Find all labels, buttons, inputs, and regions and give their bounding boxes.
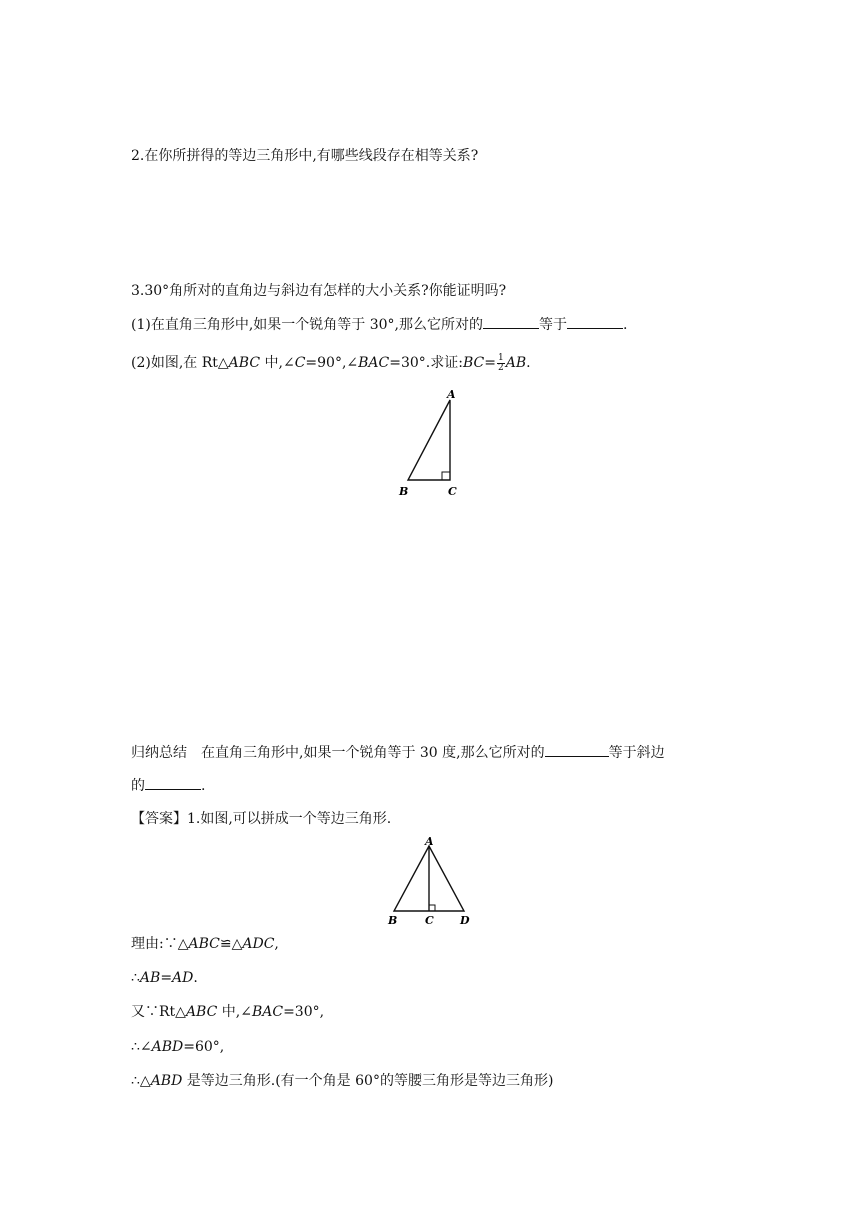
blank-4[interactable]	[145, 775, 201, 790]
summary-line-2	[131, 775, 205, 796]
blank-1[interactable]	[483, 314, 539, 329]
label-c: C	[425, 914, 434, 927]
reason-prefix: ∴△	[131, 1073, 151, 1089]
part2-ab: AB	[505, 355, 527, 371]
question-2: 2.在你所拼得的等边三角形中,有哪些线段存在相等关系?	[131, 148, 479, 164]
label-b: B	[399, 485, 409, 498]
reason-cong: ≌△	[219, 936, 243, 952]
reason-end: 是等边三角形.(有一个角是 60°的等腰三角形是等边三角形)	[182, 1073, 554, 1089]
reason-end: =60°,	[183, 1039, 225, 1055]
reason-prefix: ∴	[131, 970, 140, 986]
right-angle-mark	[429, 905, 435, 911]
part2-bac: BAC	[358, 355, 390, 371]
answer-text: 1.如图,可以拼成一个等边三角形.	[187, 811, 392, 827]
part2-abc: ABC	[228, 355, 261, 371]
part1-text: (1)在直角三角形中,如果一个锐角等于 30°,那么它所对的	[131, 317, 483, 333]
label-a: A	[425, 836, 434, 848]
part2-mid3: =30°.求证:	[389, 355, 463, 371]
part2-eq: =	[484, 355, 496, 371]
part2-mid1: 中,∠	[260, 355, 295, 371]
reason-end: .	[193, 970, 198, 986]
label-d: D	[460, 914, 470, 927]
reason-abc: ABC	[185, 1004, 218, 1020]
summary-heading: 归纳总结	[131, 745, 187, 761]
reason-bac: BAC	[251, 1004, 284, 1020]
label-c: C	[448, 485, 457, 498]
answer-line	[131, 809, 391, 829]
fraction-half	[497, 354, 505, 373]
blank-3[interactable]	[545, 742, 609, 757]
reason-line-3	[131, 1002, 324, 1022]
triangle-abc	[408, 400, 450, 480]
reason-line-2	[131, 968, 198, 988]
reason-expr: AB=AD	[139, 970, 194, 986]
summary-line2-end: .	[201, 778, 206, 794]
reason-abc: ABC	[188, 936, 220, 952]
part1-middle: 等于	[539, 317, 567, 333]
question-3-part-1	[131, 314, 627, 335]
question-3-title: 3.30°角所对的直角边与斜边有怎样的大小关系?你能证明吗?	[131, 283, 507, 299]
right-triangle-figure	[390, 384, 470, 500]
reason-prefix: ∴∠	[131, 1039, 152, 1055]
fraction-denominator: 2	[497, 362, 504, 373]
reason-abd: ABD	[151, 1039, 184, 1055]
equilateral-triangle-figure	[380, 836, 480, 930]
reason-prefix: 理由:∵△	[131, 936, 189, 952]
part2-bc: BC	[462, 355, 485, 371]
summary-line-1	[131, 742, 665, 763]
part2-prefix: (2)如图,在 Rt△	[131, 355, 229, 371]
reason-abd: ABD	[150, 1073, 183, 1089]
blank-2[interactable]	[567, 314, 623, 329]
answer-bracket: 【答案】	[131, 811, 187, 827]
part2-c: C	[294, 355, 306, 371]
reason-adc: ADC	[242, 936, 275, 952]
fraction-numerator: 1	[497, 352, 504, 363]
reason-prefix: 又∵Rt△	[131, 1004, 186, 1020]
part2-end: .	[526, 355, 531, 371]
question-3-part-2	[131, 353, 531, 373]
label-a: A	[447, 388, 456, 401]
reason-mid: 中,∠	[217, 1004, 252, 1020]
summary-text-end: 等于斜边	[608, 745, 665, 761]
part1-end: .	[623, 317, 628, 333]
reason-end: =30°,	[283, 1004, 325, 1020]
reason-end: ,	[274, 936, 279, 952]
reason-line-1	[131, 934, 279, 954]
label-b: B	[388, 914, 398, 927]
summary-text: 在直角三角形中,如果一个锐角等于 30 度,那么它所对的	[201, 745, 545, 761]
reason-line-4	[131, 1037, 224, 1057]
reason-line-5	[131, 1071, 553, 1091]
summary-line2-text: 的	[131, 778, 145, 794]
part2-mid2: =90°,∠	[305, 355, 359, 371]
right-angle-mark	[442, 472, 450, 480]
